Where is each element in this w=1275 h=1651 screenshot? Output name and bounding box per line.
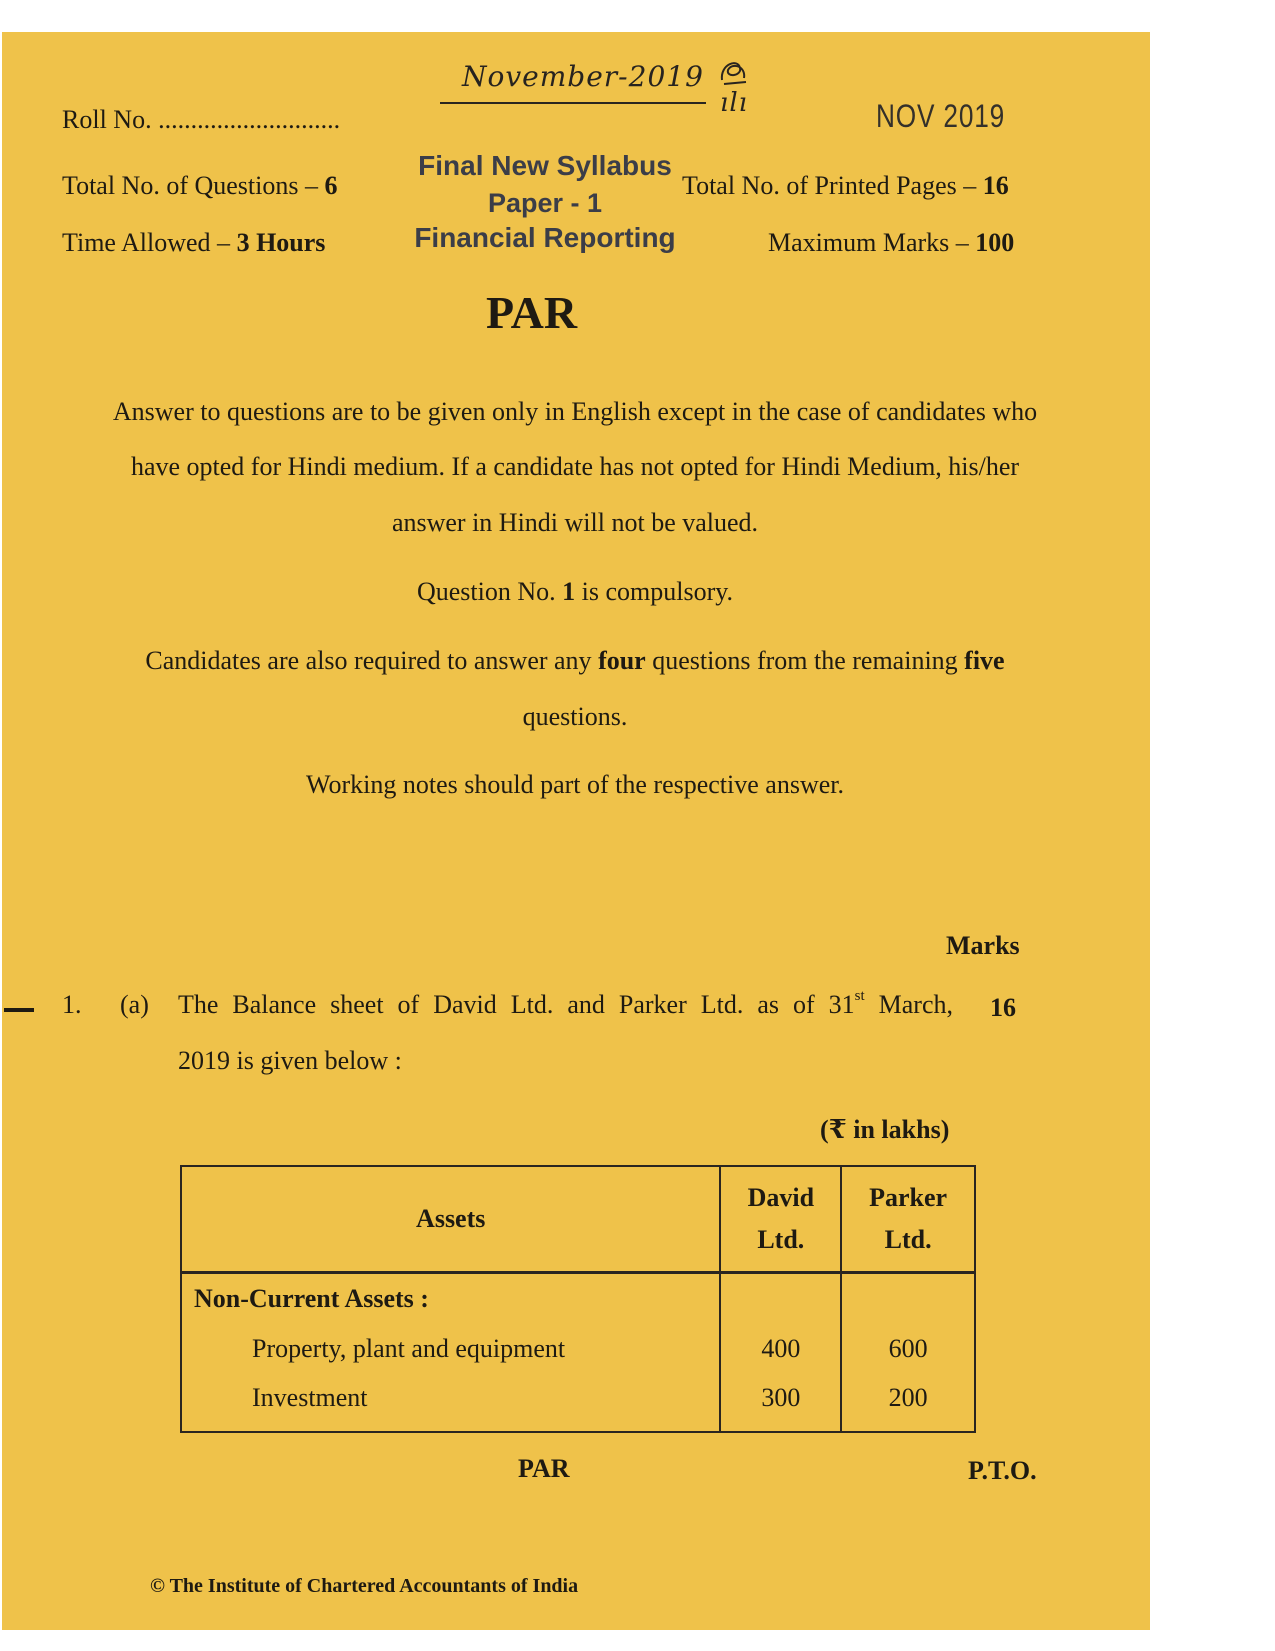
balance-sheet-table [180, 1165, 976, 1433]
question-part: (a) [120, 990, 149, 1019]
paper-title: Paper - 1 [487, 188, 603, 218]
table-row [181, 1273, 975, 1327]
working-notes-note: Working notes should part of the respective answer. [306, 770, 844, 799]
cell-parker: 200 [841, 1377, 975, 1432]
table-row [181, 1326, 975, 1377]
cell-parker: 600 [841, 1326, 975, 1377]
handwritten-signature [716, 56, 752, 90]
date-stamp: NOV 2019 [876, 98, 1006, 134]
header-assets: Assets [181, 1166, 720, 1273]
total-questions: Total No. of Questions – 6 [62, 171, 338, 200]
header-david: David Ltd. [720, 1166, 841, 1273]
footer-pto: P.T.O. [968, 1456, 1037, 1485]
question-marks: 16 [990, 993, 1016, 1022]
question-number: 1. [62, 990, 82, 1019]
copyright: © The Institute of Chartered Accountants of India [150, 1575, 579, 1597]
cell-david: 400 [720, 1326, 841, 1377]
instruction-line-3: answer in Hindi will not be valued. [391, 508, 759, 537]
unit-note: (₹ in lakhs) [820, 1115, 950, 1144]
table-row [181, 1377, 975, 1432]
choice-note-end: questions. [522, 702, 628, 731]
handwritten-mark: ılı [720, 88, 748, 118]
instruction-line-1: Answer to questions are to be given only in English except in the case of candidates who [112, 397, 1038, 426]
instruction-line-2: have opted for Hindi medium. If a candidate has not opted for Hindi Medium, his/her [130, 452, 1020, 481]
table-header-row [181, 1166, 975, 1273]
question-text-line-1: The Balance sheet of David Ltd. and Parker Ltd. as of 31st March, [178, 988, 953, 1019]
printed-pages: Total No. of Printed Pages – 16 [682, 171, 1009, 200]
handwritten-underline [440, 102, 706, 104]
subject-title: Financial Reporting [414, 222, 676, 253]
syllabus-title: Final New Syllabus [418, 150, 672, 181]
row-label: Property, plant and equipment [181, 1326, 720, 1377]
cell-david: 300 [720, 1377, 841, 1432]
paper-code: PAR [486, 287, 578, 338]
maximum-marks: Maximum Marks – 100 [768, 228, 1015, 257]
choice-note: Candidates are also required to answer any four questions from the remaining five [145, 646, 1005, 675]
compulsory-note: Question No. 1 is compulsory. [416, 577, 734, 606]
marks-heading: Marks [946, 931, 1020, 960]
margin-dash [4, 1008, 34, 1012]
time-allowed: Time Allowed – 3 Hours [62, 228, 326, 257]
footer-code: PAR [518, 1454, 570, 1483]
handwritten-exam-date: November-2019 [462, 60, 704, 93]
row-label: Investment [181, 1377, 720, 1432]
roll-no: Roll No. ............................ [62, 105, 341, 134]
section-heading: Non-Current Assets : [194, 1284, 429, 1313]
header-parker: Parker Ltd. [841, 1166, 975, 1273]
question-text-line-2: 2019 is given below : [178, 1046, 402, 1075]
